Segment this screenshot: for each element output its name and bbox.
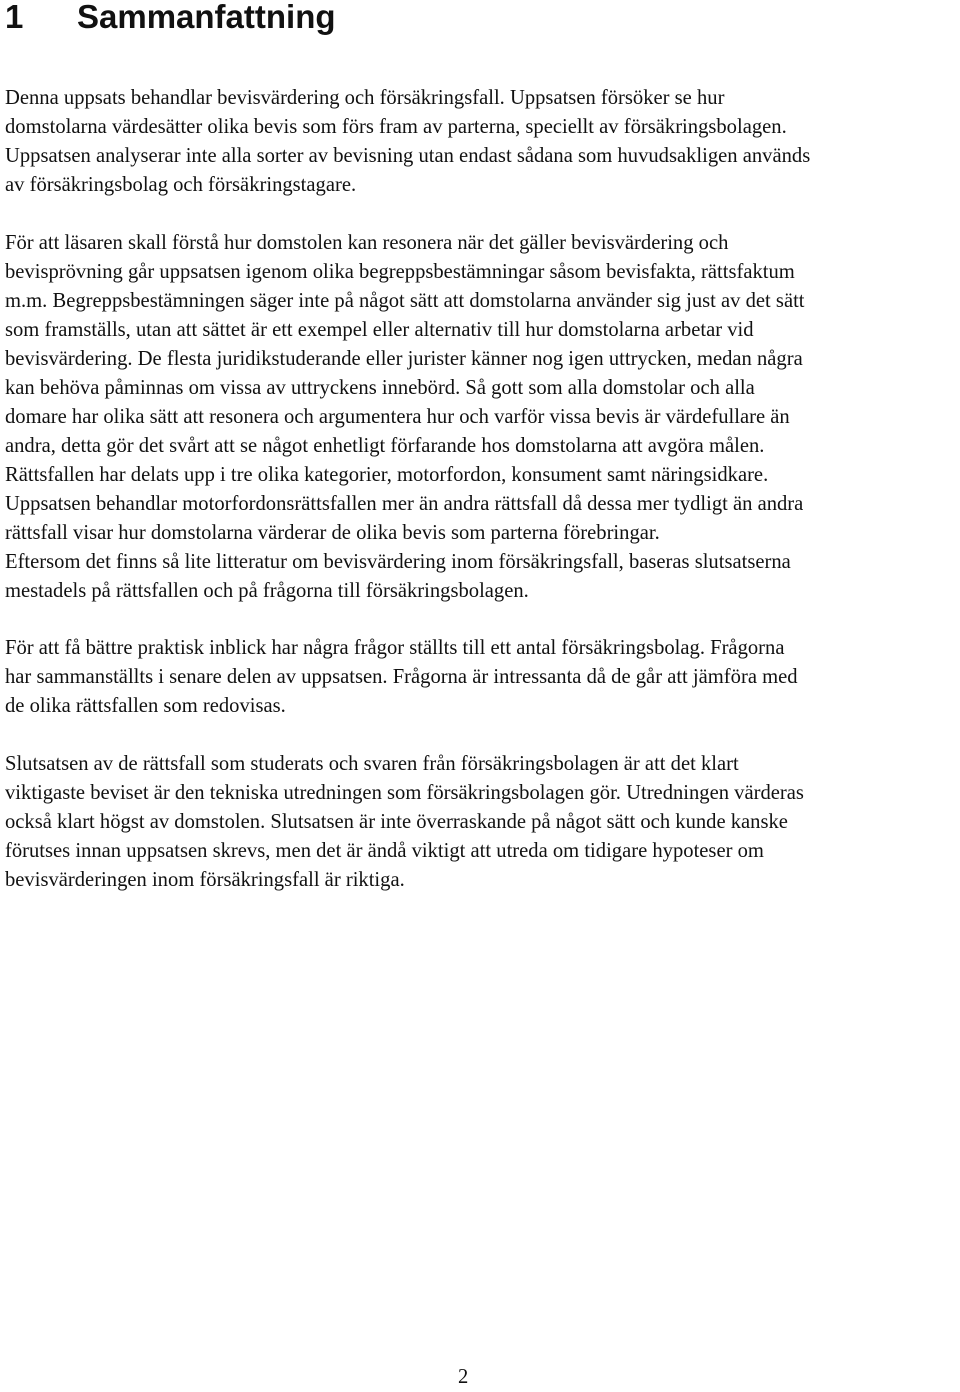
text-line: För att få bättre praktisk inblick har några frågor ställts till ett antal försäkringsbolag. Frågorna — [5, 637, 785, 659]
text-line: Denna uppsats behandlar bevisvärdering och försäkringsfall. Uppsatsen försöker se hur — [5, 87, 725, 109]
section-number: 1 — [5, 0, 24, 35]
text-line: Slutsatsen av de rättsfall som studerats och svaren från försäkringsbolagen är att det klart — [5, 753, 739, 775]
text-line: Rättsfallen har delats upp i tre olika kategorier, motorfordon, konsument samt näringsidkare. — [5, 464, 769, 486]
text-line: de olika rättsfallen som redovisas. — [5, 695, 286, 717]
text-line: som framställs, utan att sättet är ett exempel eller alternativ till hur domstolarna arbetar vid — [5, 319, 754, 341]
text-line: Uppsatsen analyserar inte alla sorter av bevisning utan endast sådana som huvudsakligen används — [5, 145, 811, 167]
section-heading — [5, 0, 336, 39]
text-line: också klart högst av domstolen. Slutsatsen är inte överraskande på något sätt och kunde kanske — [5, 811, 788, 833]
page-number: 2 — [458, 1366, 469, 1388]
summary-paragraph-2 — [5, 229, 957, 606]
text-line: bevisvärdering. De flesta juridikstuderande eller jurister känner nog igen uttrycken, medan några — [5, 348, 803, 370]
text-line: har sammanställts i senare delen av uppsatsen. Frågorna är intressanta då de går att jämföra med — [5, 666, 798, 688]
section-title: Sammanfattning — [77, 0, 336, 35]
text-line: m.m. Begreppsbestämningen säger inte på något sätt att domstolarna använder sig just av det sätt — [5, 290, 805, 312]
summary-paragraph-4 — [5, 750, 957, 895]
text-line: Eftersom det finns så lite litteratur om bevisvärdering inom försäkringsfall, baseras slutsatserna — [5, 551, 791, 573]
text-line: domare har olika sätt att resonera och argumentera hur och varför vissa bevis är värdefullare än — [5, 406, 790, 428]
text-line: mestadels på rättsfallen och på frågorna till försäkringsbolagen. — [5, 580, 529, 602]
text-line: bevisprövning går uppsatsen igenom olika begreppsbestämningar såsom bevisfakta, rättsfaktum — [5, 261, 795, 283]
summary-paragraph-3 — [5, 634, 957, 721]
text-line: förutses innan uppsatsen skrevs, men det är ändå viktigt att utreda om tidigare hypoteser om — [5, 840, 764, 862]
text-line: För att läsaren skall förstå hur domstolen kan resonera när det gäller bevisvärdering och — [5, 232, 729, 254]
summary-paragraph-1 — [5, 84, 957, 200]
text-line: kan behöva påminnas om vissa av uttryckens innebörd. Så gott som alla domstolar och alla — [5, 377, 755, 399]
text-line: domstolarna värdesätter olika bevis som förs fram av parterna, speciellt av försäkringsbolagen. — [5, 116, 787, 138]
text-line: av försäkringsbolag och försäkringstagare. — [5, 174, 357, 196]
text-line: bevisvärderingen inom försäkringsfall är riktiga. — [5, 869, 405, 891]
text-line: andra, detta gör det svårt att se något enhetligt förfarande hos domstolarna att avgöra målen. — [5, 435, 765, 457]
text-line: Uppsatsen behandlar motorfordonsrättsfallen mer än andra rättsfall då dessa mer tydligt än andra — [5, 493, 804, 515]
text-line: rättsfall visar hur domstolarna värderar de olika bevis som parterna förebringar. — [5, 522, 660, 544]
text-line: viktigaste beviset är den tekniska utredningen som försäkringsbolagen gör. Utredningen värderas — [5, 782, 804, 804]
